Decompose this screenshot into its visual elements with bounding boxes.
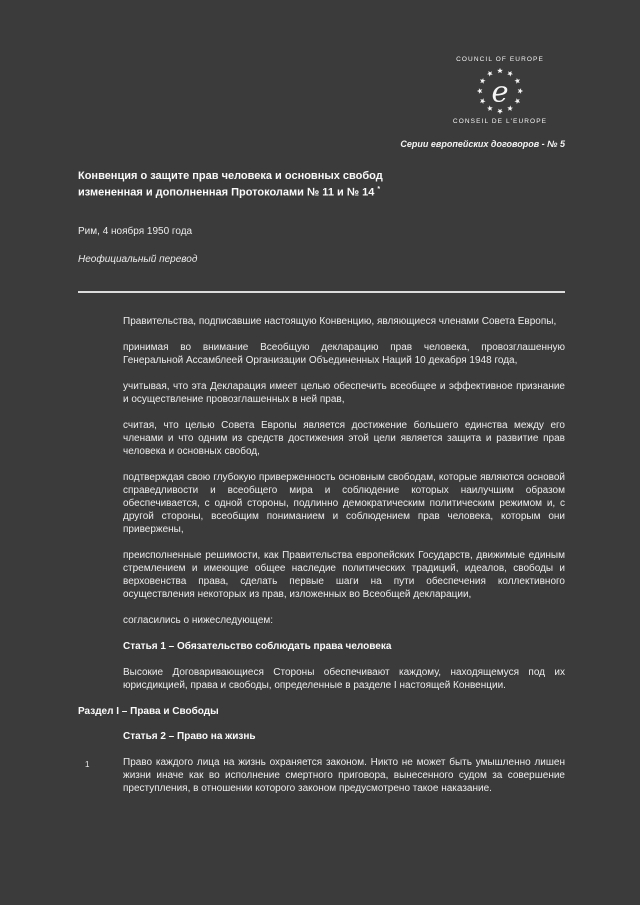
- translation-note: Неофициальный перевод: [78, 253, 198, 265]
- section-1-content: [85, 730, 565, 795]
- preamble-paragraph-2: принимая во внимание Всеобщую декларацию прав человека, провозглашенную Генеральной Ассамблеей Организации Объединенных Наций 10 декабря 1948 года,: [123, 341, 565, 366]
- preamble-paragraph-1: Правительства, подписавшие настоящую Конвенцию, являющиеся членами Совета Европы,: [123, 315, 557, 327]
- council-of-europe-emblem-icon: [476, 67, 524, 115]
- header-divider: [78, 291, 565, 293]
- preamble-paragraph-5: подтверждая свою глубокую приверженность основным свободам, которые являются основой справедливости и всеобщего мира и соблюдение которых наилучшим образом обеспечивается, с одной стороны, подлинно демократическим политическим режимом и, с другой стороны, всеобщим пониманием и соблюдением прав человека, которым они привержены,: [123, 471, 565, 535]
- preamble: [123, 315, 565, 692]
- title-line-1: Конвенция о защите прав человека и основных свобод: [78, 170, 383, 182]
- preamble-paragraph-7: согласились о нижеследующем:: [123, 614, 274, 626]
- article-1-heading: Статья 1 – Обязательство соблюдать права человека: [123, 640, 392, 652]
- logo-top-label: COUNCIL OF EUROPE: [456, 56, 544, 63]
- article-2-paragraph-1: [85, 756, 565, 795]
- section-1-heading: Раздел I – Права и Свободы: [78, 705, 219, 717]
- article-1-body: Высокие Договаривающиеся Стороны обеспечивают каждому, находящемуся под их юрисдикцией, права и свободы, определенные в разделе I настоящей Конвенции.: [123, 666, 565, 691]
- logo-bottom-label: CONSEIL DE L'EUROPE: [452, 118, 548, 125]
- document-title: [78, 169, 565, 200]
- article-2-heading: Статья 2 – Право на жизнь: [123, 730, 256, 742]
- paragraph-text: Право каждого лица на жизнь охраняется законом. Никто не может быть умышленно лишен жизни иначе как во исполнение смертного приговора, вынесенного судом за совершение преступления, в отношении которого законом предусмотрено такое наказание.: [123, 756, 565, 794]
- council-of-europe-logo: [435, 56, 565, 125]
- preamble-paragraph-6: преисполненные решимости, как Правительства европейских Государств, движимые единым стремлением и имеющие общее наследие политических традиций, идеалов, свободы и верховенства права, сделать первые шаги на пути обеспечения коллективного осуществления некоторых из прав, изложенных во Всеобщей декларации,: [123, 549, 565, 600]
- paragraph-number: 1: [85, 759, 90, 769]
- treaty-series-label: Серии европейских договоров - № 5: [400, 139, 565, 149]
- title-line-2: измененная и дополненная Протоколами № 11 и № 14: [78, 186, 375, 199]
- preamble-paragraph-4: считая, что целью Совета Европы является достижение большего единства между его членами и что одним из средств достижения этой цели является защита и развитие прав человека и основных свобод,: [123, 419, 565, 457]
- svg-text:e: e: [491, 74, 509, 109]
- preamble-paragraph-3: учитывая, что эта Декларация имеет целью обеспечить всеобщее и эффективное признание и осуществление провозглашенных в ней прав,: [123, 380, 565, 405]
- document-header: [78, 56, 565, 149]
- place-date: Рим, 4 ноября 1950 года: [78, 225, 193, 237]
- footnote-marker: *: [377, 186, 381, 193]
